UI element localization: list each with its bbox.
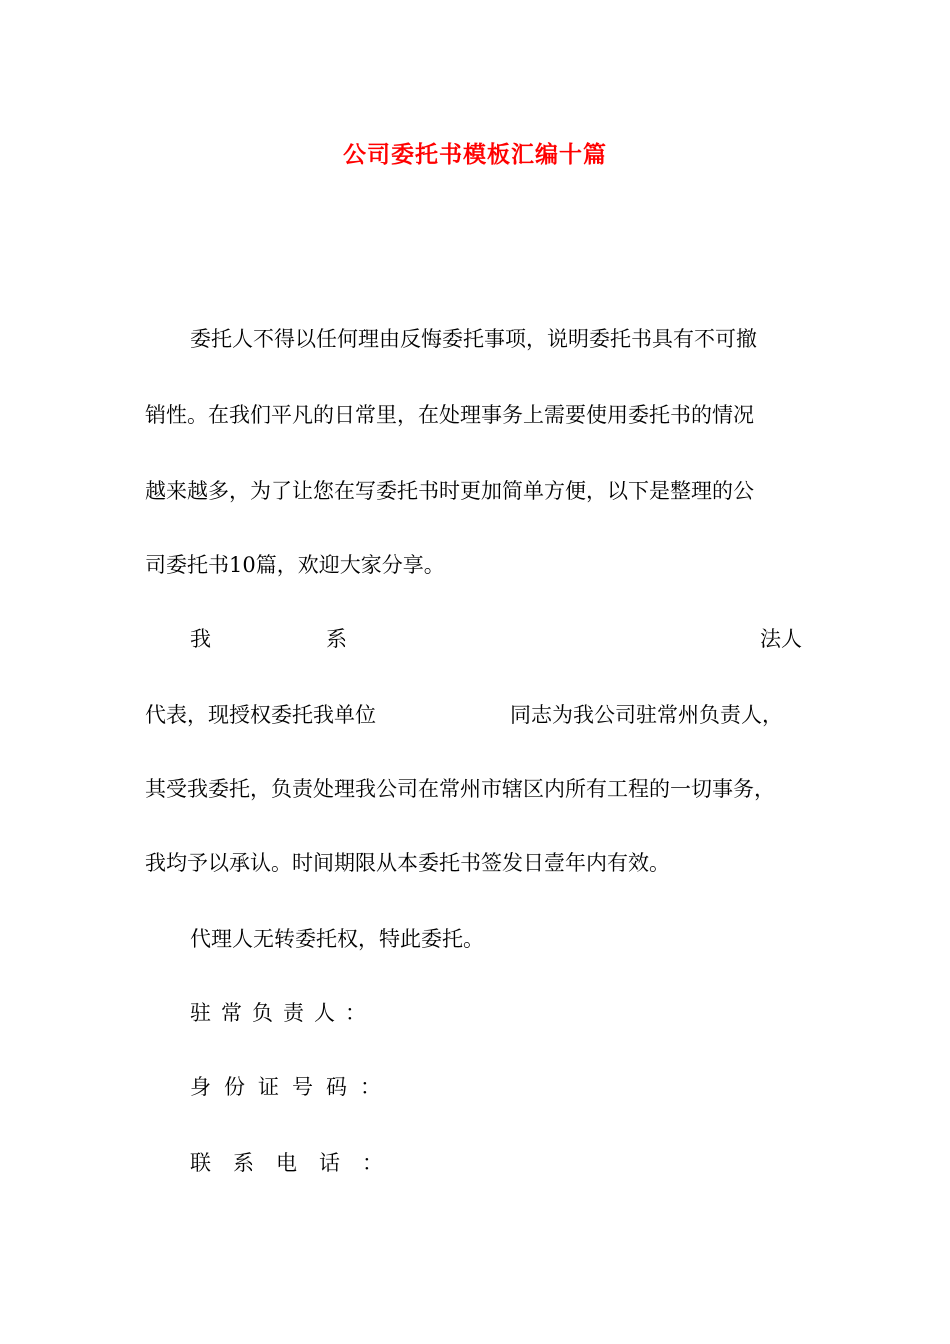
form-line-part-a: 我 [190, 627, 211, 651]
no-transfer-line: 代理人无转委托权，特此委托。 [190, 927, 484, 951]
intro-line-1: 委托人不得以任何理由反悔委托事项，说明委托书具有不可撤 [190, 327, 757, 351]
field-phone-label: 联系电话： [190, 1151, 405, 1175]
document-title: 公司委托书模板汇编十篇 [343, 141, 607, 168]
field-id-number-label: 身份证号码： [190, 1075, 394, 1099]
intro-line-3: 越来越多，为了让您在写委托书时更加简单方便，以下是整理的公 [145, 479, 754, 503]
intro-line-2: 销性。在我们平凡的日常里，在处理事务上需要使用委托书的情况 [145, 403, 754, 427]
form-line-part-c: 法人 [760, 627, 802, 651]
body-line-1: 其受我委托，负责处理我公司在常州市辖区内所有工程的一切事务， [145, 777, 775, 801]
field-responsible-label: 驻常负责人： [190, 1001, 376, 1025]
delegate-line-part-b: 同志为我公司驻常州负责人， [510, 703, 783, 727]
body-line-2: 我均予以承认。时间期限从本委托书签发日壹年内有效。 [145, 851, 670, 875]
delegate-line-part-a: 代表，现授权委托我单位 [145, 703, 376, 727]
intro-line-4: 司委托书10篇，欢迎大家分享。 [145, 553, 445, 577]
form-line-part-b: 系 [326, 627, 347, 651]
